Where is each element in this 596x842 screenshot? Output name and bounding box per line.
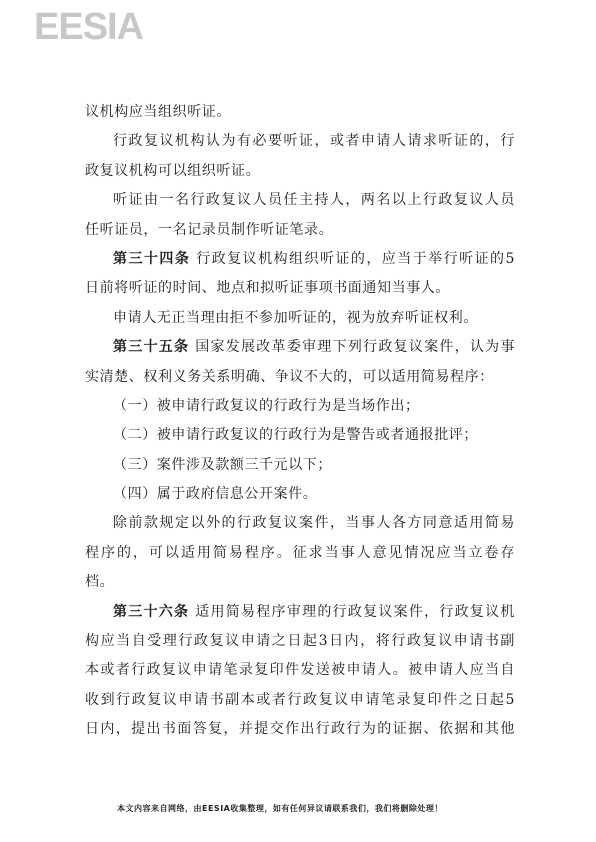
text-line: 申请人无正当理由拒不参加听证的，视为放弃听证权利。 (113, 309, 478, 326)
text-line: 收到行政复议申请书副本或者行政复议申请笔录复印件之日起5 (85, 691, 515, 708)
text-line: 实清楚、权利义务关系明确、争议不大的，可以适用简易程序： (85, 368, 494, 385)
paragraph (85, 127, 515, 186)
paragraph (85, 98, 515, 127)
paragraph (85, 509, 515, 597)
text-line: 听证由一名行政复议人员任主持人，两名以上行政复议人员 (113, 192, 515, 209)
list-item (85, 451, 515, 480)
text-line: （二）被申请行政复议的行政行为是警告或者通报批评； (113, 427, 478, 444)
text-line (85, 598, 515, 627)
article-36-paragraph (85, 598, 515, 745)
text-line: 行政复议机构认为有必要听证，或者申请人请求听证的，行 (113, 133, 515, 150)
list-item (85, 421, 515, 450)
text-line: 程序的，可以适用简易程序。征求当事人意见情况应当立卷存 (85, 544, 515, 561)
article-35-paragraph (85, 333, 515, 392)
text-line: 本或者行政复议申请笔录复印件发送被申请人。被申请人应当自 (85, 662, 515, 679)
text-line: 政复议机构可以组织听证。 (85, 162, 261, 179)
text-line: （四）属于政府信息公开案件。 (113, 486, 318, 503)
paragraph (85, 304, 515, 333)
text-line (85, 333, 515, 362)
text-line: 议机构应当组织听证。 (85, 104, 231, 120)
text-line: （三）案件涉及款额三千元以下； (113, 456, 332, 473)
text-line: 任听证员，一名记录员制作听证笔录。 (85, 221, 334, 238)
list-item (85, 392, 515, 421)
text-line: 构应当自受理行政复议申请之日起3日内，将行政复议申请书副 (85, 633, 515, 650)
list-item (85, 480, 515, 509)
text-line: 日前将听证的时间、地点和拟听证事项书面通知当事人。 (85, 280, 450, 297)
text-line-content: 适用简易程序审理的行政复议案件，行政复议机 (195, 603, 515, 620)
article-number-label: 第三十四条 (113, 250, 191, 267)
text-line: 日内，提出书面答复，并提交作出行政行为的证据、依据和其他 (85, 721, 515, 738)
text-line-content: 国家发展改革委审理下列行政复议案件，认为事 (195, 339, 515, 356)
article-number-label: 第三十六条 (113, 603, 190, 620)
footer-disclaimer: 本文内容来自网络，由EESIA收集整理，如有任何异议请联系我们，我们将删除处理！ (117, 804, 443, 813)
text-line (85, 245, 515, 274)
article-34-paragraph (85, 245, 515, 304)
document-body (85, 98, 515, 745)
text-line: 档。 (85, 574, 115, 591)
text-line: 除前款规定以外的行政复议案件，当事人各方同意适用简易 (113, 515, 515, 532)
text-line-content: 行政复议机构组织听证的，应当于举行听证的5 (196, 250, 515, 267)
paragraph (85, 186, 515, 245)
text-line: （一）被申请行政复议的行政行为是当场作出； (113, 397, 420, 414)
eesia-logo: EESIA (34, 6, 144, 48)
article-number-label: 第三十五条 (113, 339, 190, 356)
